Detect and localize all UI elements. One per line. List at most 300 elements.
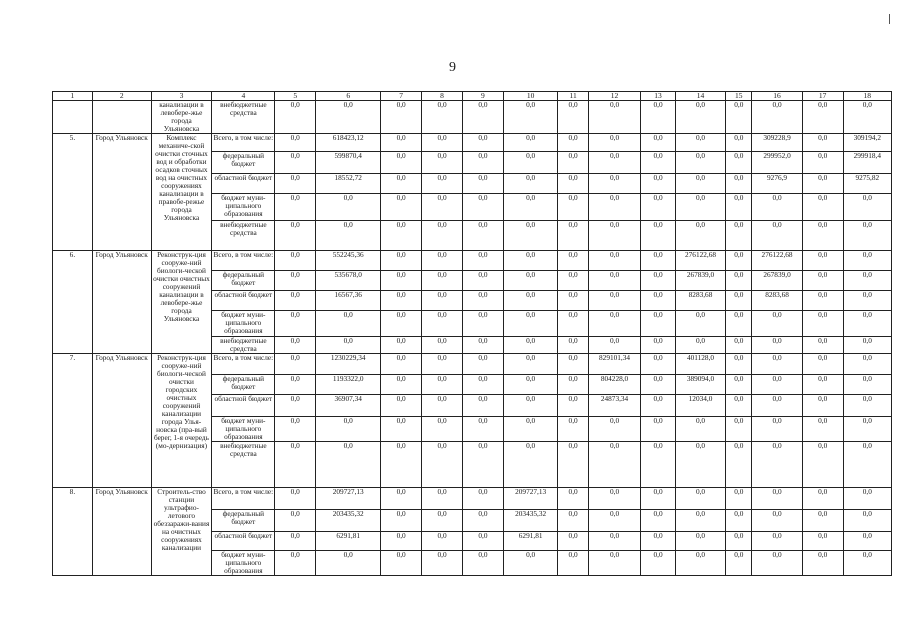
amount-cell: 0,0 bbox=[641, 510, 676, 532]
amount-cell: 0,0 bbox=[381, 101, 422, 134]
amount-cell: 0,0 bbox=[726, 221, 752, 251]
amount-cell: 0,0 bbox=[503, 271, 558, 291]
amount-cell: 0,0 bbox=[316, 551, 381, 576]
amount-cell: 0,0 bbox=[641, 174, 676, 194]
amount-cell: 0,0 bbox=[558, 152, 588, 174]
amount-cell: 0,0 bbox=[726, 174, 752, 194]
amount-cell: 0,0 bbox=[381, 251, 422, 271]
amount-cell: 0,0 bbox=[843, 271, 891, 291]
amount-cell: 0,0 bbox=[675, 510, 725, 532]
amount-cell: 0,0 bbox=[462, 251, 503, 271]
amount-cell: 0,0 bbox=[752, 417, 802, 442]
amount-cell: 18552,72 bbox=[316, 174, 381, 194]
amount-cell: 0,0 bbox=[802, 221, 843, 251]
amount-cell: 0,0 bbox=[558, 134, 588, 152]
amount-cell: 0,0 bbox=[675, 488, 725, 510]
amount-cell: 0,0 bbox=[588, 271, 640, 291]
page-number: 9 bbox=[449, 60, 456, 75]
amount-cell: 0,0 bbox=[422, 337, 463, 354]
amount-cell: 0,0 bbox=[558, 395, 588, 417]
amount-cell: 0,0 bbox=[275, 417, 316, 442]
amount-cell: 0,0 bbox=[503, 251, 558, 271]
amount-cell: 276122,68 bbox=[752, 251, 802, 271]
object-name-cell: Реконструк-ция сооруже-ний биологи-ческой очистки городских очистных сооружений канализации города Улья-новска (пра-вый берег, 1-я очередь (мо-дернизация) bbox=[151, 354, 212, 488]
amount-cell: 209727,13 bbox=[316, 488, 381, 510]
amount-cell: 1193322,0 bbox=[316, 375, 381, 395]
amount-cell: 0,0 bbox=[422, 532, 463, 551]
funding-source-cell: областной бюджет bbox=[212, 174, 275, 194]
amount-cell: 0,0 bbox=[462, 442, 503, 488]
column-number-cell: 15 bbox=[726, 92, 752, 101]
amount-cell: 0,0 bbox=[275, 101, 316, 134]
table-body bbox=[53, 92, 892, 576]
amount-cell: 0,0 bbox=[675, 101, 725, 134]
funding-source-cell: областной бюджет bbox=[212, 532, 275, 551]
amount-cell: 0,0 bbox=[752, 395, 802, 417]
amount-cell: 0,0 bbox=[675, 532, 725, 551]
amount-cell: 203435,32 bbox=[316, 510, 381, 532]
amount-cell: 401128,0 bbox=[675, 354, 725, 375]
amount-cell: 0,0 bbox=[558, 532, 588, 551]
amount-cell: 0,0 bbox=[726, 442, 752, 488]
amount-cell: 0,0 bbox=[588, 532, 640, 551]
amount-cell: 0,0 bbox=[462, 152, 503, 174]
amount-cell: 0,0 bbox=[275, 194, 316, 221]
column-number-cell: 18 bbox=[843, 92, 891, 101]
amount-cell: 0,0 bbox=[558, 354, 588, 375]
amount-cell: 0,0 bbox=[381, 417, 422, 442]
amount-cell: 0,0 bbox=[843, 375, 891, 395]
amount-cell: 0,0 bbox=[422, 221, 463, 251]
amount-cell: 16567,36 bbox=[316, 291, 381, 311]
amount-cell: 0,0 bbox=[726, 417, 752, 442]
column-number-cell: 12 bbox=[588, 92, 640, 101]
amount-cell: 0,0 bbox=[726, 551, 752, 576]
locality-cell: Город Ульяновск bbox=[92, 134, 151, 251]
amount-cell: 535678,0 bbox=[316, 271, 381, 291]
amount-cell: 0,0 bbox=[422, 271, 463, 291]
amount-cell: 0,0 bbox=[558, 271, 588, 291]
funding-source-cell: внебюджетные средства bbox=[212, 221, 275, 251]
amount-cell: 0,0 bbox=[462, 194, 503, 221]
amount-cell: 0,0 bbox=[752, 194, 802, 221]
amount-cell: 0,0 bbox=[726, 488, 752, 510]
amount-cell: 0,0 bbox=[316, 337, 381, 354]
amount-cell: 0,0 bbox=[558, 194, 588, 221]
amount-cell: 0,0 bbox=[422, 311, 463, 337]
amount-cell: 299952,0 bbox=[752, 152, 802, 174]
amount-cell: 0,0 bbox=[641, 152, 676, 174]
amount-cell: 0,0 bbox=[503, 101, 558, 134]
amount-cell: 0,0 bbox=[802, 551, 843, 576]
row-number-cell: 6. bbox=[53, 251, 93, 354]
amount-cell: 0,0 bbox=[802, 174, 843, 194]
amount-cell: 0,0 bbox=[462, 134, 503, 152]
amount-cell: 0,0 bbox=[558, 174, 588, 194]
row-number-cell: 5. bbox=[53, 134, 93, 251]
amount-cell: 0,0 bbox=[503, 134, 558, 152]
amount-cell: 0,0 bbox=[802, 395, 843, 417]
amount-cell: 0,0 bbox=[802, 417, 843, 442]
amount-cell: 0,0 bbox=[422, 134, 463, 152]
amount-cell: 0,0 bbox=[462, 532, 503, 551]
amount-cell: 24873,34 bbox=[588, 395, 640, 417]
amount-cell: 0,0 bbox=[588, 174, 640, 194]
amount-cell: 0,0 bbox=[381, 395, 422, 417]
amount-cell: 0,0 bbox=[588, 291, 640, 311]
funding-source-cell: Всего, в том числе: bbox=[212, 354, 275, 375]
amount-cell: 0,0 bbox=[503, 417, 558, 442]
amount-cell: 0,0 bbox=[843, 337, 891, 354]
amount-cell: 0,0 bbox=[752, 311, 802, 337]
funding-source-cell: федеральный бюджет bbox=[212, 271, 275, 291]
amount-cell: 0,0 bbox=[802, 134, 843, 152]
amount-cell: 0,0 bbox=[422, 194, 463, 221]
amount-cell: 0,0 bbox=[726, 251, 752, 271]
document-sheet bbox=[52, 91, 892, 576]
funding-source-cell: Всего, в том числе: bbox=[212, 134, 275, 152]
funding-source-cell: федеральный бюджет bbox=[212, 510, 275, 532]
amount-cell: 0,0 bbox=[675, 194, 725, 221]
amount-cell: 0,0 bbox=[588, 101, 640, 134]
amount-cell: 0,0 bbox=[422, 488, 463, 510]
amount-cell: 0,0 bbox=[503, 221, 558, 251]
amount-cell: 0,0 bbox=[726, 375, 752, 395]
amount-cell: 209727,13 bbox=[503, 488, 558, 510]
amount-cell: 0,0 bbox=[462, 221, 503, 251]
amount-cell: 0,0 bbox=[503, 337, 558, 354]
amount-cell: 0,0 bbox=[503, 174, 558, 194]
amount-cell: 0,0 bbox=[422, 510, 463, 532]
amount-cell: 0,0 bbox=[503, 152, 558, 174]
amount-cell: 0,0 bbox=[802, 101, 843, 134]
amount-cell: 0,0 bbox=[843, 510, 891, 532]
amount-cell: 0,0 bbox=[275, 174, 316, 194]
amount-cell: 0,0 bbox=[802, 152, 843, 174]
amount-cell: 0,0 bbox=[726, 337, 752, 354]
amount-cell: 0,0 bbox=[752, 375, 802, 395]
funding-source-cell: бюджет муни-ципального образования bbox=[212, 311, 275, 337]
amount-cell: 203435,32 bbox=[503, 510, 558, 532]
amount-cell: 0,0 bbox=[558, 375, 588, 395]
amount-cell: 0,0 bbox=[752, 354, 802, 375]
amount-cell: 0,0 bbox=[802, 442, 843, 488]
amount-cell: 0,0 bbox=[422, 442, 463, 488]
amount-cell: 0,0 bbox=[462, 337, 503, 354]
amount-cell: 0,0 bbox=[641, 271, 676, 291]
amount-cell: 0,0 bbox=[462, 375, 503, 395]
column-number-cell: 2 bbox=[92, 92, 151, 101]
amount-cell: 829101,34 bbox=[588, 354, 640, 375]
amount-cell: 0,0 bbox=[802, 311, 843, 337]
amount-cell: 0,0 bbox=[641, 532, 676, 551]
amount-cell: 0,0 bbox=[843, 488, 891, 510]
amount-cell: 0,0 bbox=[275, 354, 316, 375]
amount-cell: 0,0 bbox=[558, 488, 588, 510]
amount-cell: 0,0 bbox=[381, 134, 422, 152]
column-number-cell: 1 bbox=[53, 92, 93, 101]
amount-cell: 0,0 bbox=[752, 101, 802, 134]
column-number-cell: 7 bbox=[381, 92, 422, 101]
amount-cell: 0,0 bbox=[558, 510, 588, 532]
funding-source-cell: бюджет муни-ципального образования bbox=[212, 417, 275, 442]
amount-cell: 0,0 bbox=[752, 532, 802, 551]
amount-cell: 0,0 bbox=[558, 251, 588, 271]
amount-cell: 0,0 bbox=[726, 395, 752, 417]
amount-cell: 0,0 bbox=[381, 221, 422, 251]
amount-cell: 0,0 bbox=[752, 337, 802, 354]
amount-cell: 1230229,34 bbox=[316, 354, 381, 375]
amount-cell: 0,0 bbox=[752, 442, 802, 488]
amount-cell: 0,0 bbox=[275, 337, 316, 354]
table-row bbox=[53, 251, 892, 271]
amount-cell: 0,0 bbox=[802, 337, 843, 354]
amount-cell: 0,0 bbox=[558, 101, 588, 134]
amount-cell: 0,0 bbox=[843, 417, 891, 442]
funding-source-cell: федеральный бюджет bbox=[212, 375, 275, 395]
amount-cell: 0,0 bbox=[726, 194, 752, 221]
amount-cell: 0,0 bbox=[726, 152, 752, 174]
amount-cell: 0,0 bbox=[588, 488, 640, 510]
amount-cell: 0,0 bbox=[843, 532, 891, 551]
amount-cell: 0,0 bbox=[275, 510, 316, 532]
amount-cell: 0,0 bbox=[422, 101, 463, 134]
amount-cell: 0,0 bbox=[641, 134, 676, 152]
amount-cell: 0,0 bbox=[462, 551, 503, 576]
amount-cell: 0,0 bbox=[422, 551, 463, 576]
amount-cell: 8283,68 bbox=[675, 291, 725, 311]
funding-source-cell: внебюджетные средства bbox=[212, 101, 275, 134]
amount-cell: 0,0 bbox=[843, 442, 891, 488]
funding-source-cell: бюджет муни-ципального образования bbox=[212, 551, 275, 576]
amount-cell: 0,0 bbox=[462, 101, 503, 134]
amount-cell: 0,0 bbox=[462, 311, 503, 337]
amount-cell: 0,0 bbox=[726, 134, 752, 152]
amount-cell: 0,0 bbox=[275, 551, 316, 576]
amount-cell: 0,0 bbox=[802, 291, 843, 311]
page-edge-mark bbox=[889, 14, 890, 24]
amount-cell: 0,0 bbox=[381, 354, 422, 375]
amount-cell: 0,0 bbox=[422, 354, 463, 375]
amount-cell: 0,0 bbox=[503, 395, 558, 417]
amount-cell: 0,0 bbox=[462, 271, 503, 291]
amount-cell: 0,0 bbox=[381, 311, 422, 337]
amount-cell: 0,0 bbox=[802, 375, 843, 395]
amount-cell: 0,0 bbox=[641, 354, 676, 375]
amount-cell: 276122,68 bbox=[675, 251, 725, 271]
amount-cell: 0,0 bbox=[588, 134, 640, 152]
object-name-cell: Строитель-ство станции ультрафио-летового обеззаражи-вания на очистных сооружениях канализации bbox=[151, 488, 212, 576]
amount-cell: 0,0 bbox=[752, 221, 802, 251]
amount-cell: 0,0 bbox=[641, 311, 676, 337]
amount-cell: 6291,81 bbox=[316, 532, 381, 551]
amount-cell: 0,0 bbox=[726, 311, 752, 337]
amount-cell: 0,0 bbox=[462, 417, 503, 442]
amount-cell: 0,0 bbox=[802, 488, 843, 510]
column-number-cell: 3 bbox=[151, 92, 212, 101]
amount-cell: 0,0 bbox=[802, 510, 843, 532]
column-number-cell: 6 bbox=[316, 92, 381, 101]
amount-cell: 0,0 bbox=[641, 251, 676, 271]
amount-cell: 0,0 bbox=[726, 354, 752, 375]
amount-cell: 0,0 bbox=[316, 311, 381, 337]
amount-cell: 0,0 bbox=[641, 417, 676, 442]
amount-cell: 0,0 bbox=[422, 251, 463, 271]
amount-cell: 0,0 bbox=[275, 375, 316, 395]
amount-cell: 0,0 bbox=[675, 337, 725, 354]
amount-cell: 0,0 bbox=[422, 291, 463, 311]
row-number-cell: 7. bbox=[53, 354, 93, 488]
amount-cell: 0,0 bbox=[462, 488, 503, 510]
amount-cell: 0,0 bbox=[558, 221, 588, 251]
amount-cell: 0,0 bbox=[588, 417, 640, 442]
amount-cell: 0,0 bbox=[422, 152, 463, 174]
amount-cell: 0,0 bbox=[381, 551, 422, 576]
locality-cell: Город Ульяновск bbox=[92, 251, 151, 354]
amount-cell: 0,0 bbox=[641, 442, 676, 488]
amount-cell: 0,0 bbox=[381, 152, 422, 174]
amount-cell: 267839,0 bbox=[675, 271, 725, 291]
funding-source-cell: Всего, в том числе: bbox=[212, 488, 275, 510]
amount-cell: 0,0 bbox=[275, 532, 316, 551]
amount-cell: 0,0 bbox=[381, 488, 422, 510]
amount-cell: 0,0 bbox=[588, 510, 640, 532]
amount-cell: 552245,36 bbox=[316, 251, 381, 271]
amount-cell: 0,0 bbox=[503, 354, 558, 375]
column-number-cell: 9 bbox=[462, 92, 503, 101]
amount-cell: 0,0 bbox=[316, 101, 381, 134]
amount-cell: 804228,0 bbox=[588, 375, 640, 395]
amount-cell: 0,0 bbox=[316, 221, 381, 251]
funding-source-cell: внебюджетные средства bbox=[212, 337, 275, 354]
amount-cell: 0,0 bbox=[641, 291, 676, 311]
amount-cell: 0,0 bbox=[588, 442, 640, 488]
amount-cell: 0,0 bbox=[503, 442, 558, 488]
amount-cell: 0,0 bbox=[588, 194, 640, 221]
amount-cell: 0,0 bbox=[588, 551, 640, 576]
column-number-cell: 13 bbox=[641, 92, 676, 101]
amount-cell: 0,0 bbox=[275, 271, 316, 291]
amount-cell: 0,0 bbox=[422, 375, 463, 395]
column-number-cell: 8 bbox=[422, 92, 463, 101]
amount-cell: 0,0 bbox=[275, 488, 316, 510]
amount-cell: 0,0 bbox=[422, 417, 463, 442]
amount-cell: 0,0 bbox=[843, 551, 891, 576]
funding-source-cell: внебюджетные средства bbox=[212, 442, 275, 488]
amount-cell: 0,0 bbox=[503, 194, 558, 221]
table-row bbox=[53, 101, 892, 134]
locality-cell bbox=[92, 101, 151, 134]
amount-cell: 0,0 bbox=[802, 532, 843, 551]
amount-cell: 0,0 bbox=[381, 271, 422, 291]
amount-cell: 0,0 bbox=[462, 510, 503, 532]
amount-cell: 0,0 bbox=[381, 337, 422, 354]
amount-cell: 309194,2 bbox=[843, 134, 891, 152]
amount-cell: 0,0 bbox=[802, 271, 843, 291]
amount-cell: 0,0 bbox=[503, 375, 558, 395]
amount-cell: 0,0 bbox=[641, 337, 676, 354]
amount-cell: 36907,34 bbox=[316, 395, 381, 417]
amount-cell: 0,0 bbox=[558, 442, 588, 488]
amount-cell: 0,0 bbox=[381, 510, 422, 532]
amount-cell: 0,0 bbox=[316, 417, 381, 442]
amount-cell: 0,0 bbox=[843, 395, 891, 417]
amount-cell: 0,0 bbox=[588, 221, 640, 251]
amount-cell: 0,0 bbox=[726, 510, 752, 532]
amount-cell: 0,0 bbox=[275, 395, 316, 417]
amount-cell: 0,0 bbox=[275, 152, 316, 174]
column-number-cell: 17 bbox=[802, 92, 843, 101]
amount-cell: 0,0 bbox=[726, 271, 752, 291]
amount-cell: 0,0 bbox=[675, 417, 725, 442]
amount-cell: 0,0 bbox=[843, 194, 891, 221]
amount-cell: 6291,81 bbox=[503, 532, 558, 551]
column-number-row bbox=[53, 92, 892, 101]
amount-cell: 0,0 bbox=[588, 311, 640, 337]
amount-cell: 0,0 bbox=[588, 251, 640, 271]
amount-cell: 0,0 bbox=[381, 532, 422, 551]
amount-cell: 0,0 bbox=[275, 134, 316, 152]
amount-cell: 0,0 bbox=[275, 291, 316, 311]
amount-cell: 0,0 bbox=[558, 291, 588, 311]
amount-cell: 0,0 bbox=[802, 354, 843, 375]
amount-cell: 9276,9 bbox=[752, 174, 802, 194]
amount-cell: 0,0 bbox=[381, 174, 422, 194]
column-number-cell: 14 bbox=[675, 92, 725, 101]
funding-source-cell: бюджет муни-ципального образования bbox=[212, 194, 275, 221]
amount-cell: 0,0 bbox=[641, 488, 676, 510]
amount-cell: 0,0 bbox=[422, 395, 463, 417]
amount-cell: 8283,68 bbox=[752, 291, 802, 311]
amount-cell: 0,0 bbox=[588, 152, 640, 174]
amount-cell: 0,0 bbox=[843, 354, 891, 375]
amount-cell: 0,0 bbox=[843, 221, 891, 251]
amount-cell: 0,0 bbox=[675, 311, 725, 337]
amount-cell: 0,0 bbox=[726, 291, 752, 311]
amount-cell: 0,0 bbox=[558, 551, 588, 576]
amount-cell: 0,0 bbox=[462, 291, 503, 311]
amount-cell: 0,0 bbox=[752, 488, 802, 510]
amount-cell: 0,0 bbox=[843, 311, 891, 337]
object-name-cell: Реконструк-ция сооруже-ний биологи-ческой очистки очистных сооружений канализации в левобере-жье города Ульяновска bbox=[151, 251, 212, 354]
amount-cell: 0,0 bbox=[675, 152, 725, 174]
table-row bbox=[53, 134, 892, 152]
amount-cell: 0,0 bbox=[381, 375, 422, 395]
amount-cell: 0,0 bbox=[422, 174, 463, 194]
amount-cell: 0,0 bbox=[558, 311, 588, 337]
amount-cell: 9275,82 bbox=[843, 174, 891, 194]
amount-cell: 599870,4 bbox=[316, 152, 381, 174]
funding-source-cell: областной бюджет bbox=[212, 395, 275, 417]
amount-cell: 0,0 bbox=[726, 532, 752, 551]
amount-cell: 0,0 bbox=[588, 337, 640, 354]
amount-cell: 0,0 bbox=[558, 417, 588, 442]
table-row bbox=[53, 488, 892, 510]
amount-cell: 0,0 bbox=[843, 291, 891, 311]
amount-cell: 0,0 bbox=[381, 194, 422, 221]
amount-cell: 0,0 bbox=[752, 551, 802, 576]
amount-cell: 0,0 bbox=[275, 311, 316, 337]
amount-cell: 267839,0 bbox=[752, 271, 802, 291]
amount-cell: 0,0 bbox=[641, 101, 676, 134]
column-number-cell: 4 bbox=[212, 92, 275, 101]
amount-cell: 309228,9 bbox=[752, 134, 802, 152]
amount-cell: 0,0 bbox=[641, 375, 676, 395]
amount-cell: 0,0 bbox=[462, 174, 503, 194]
amount-cell: 0,0 bbox=[381, 291, 422, 311]
amount-cell: 0,0 bbox=[802, 194, 843, 221]
amount-cell: 0,0 bbox=[843, 101, 891, 134]
